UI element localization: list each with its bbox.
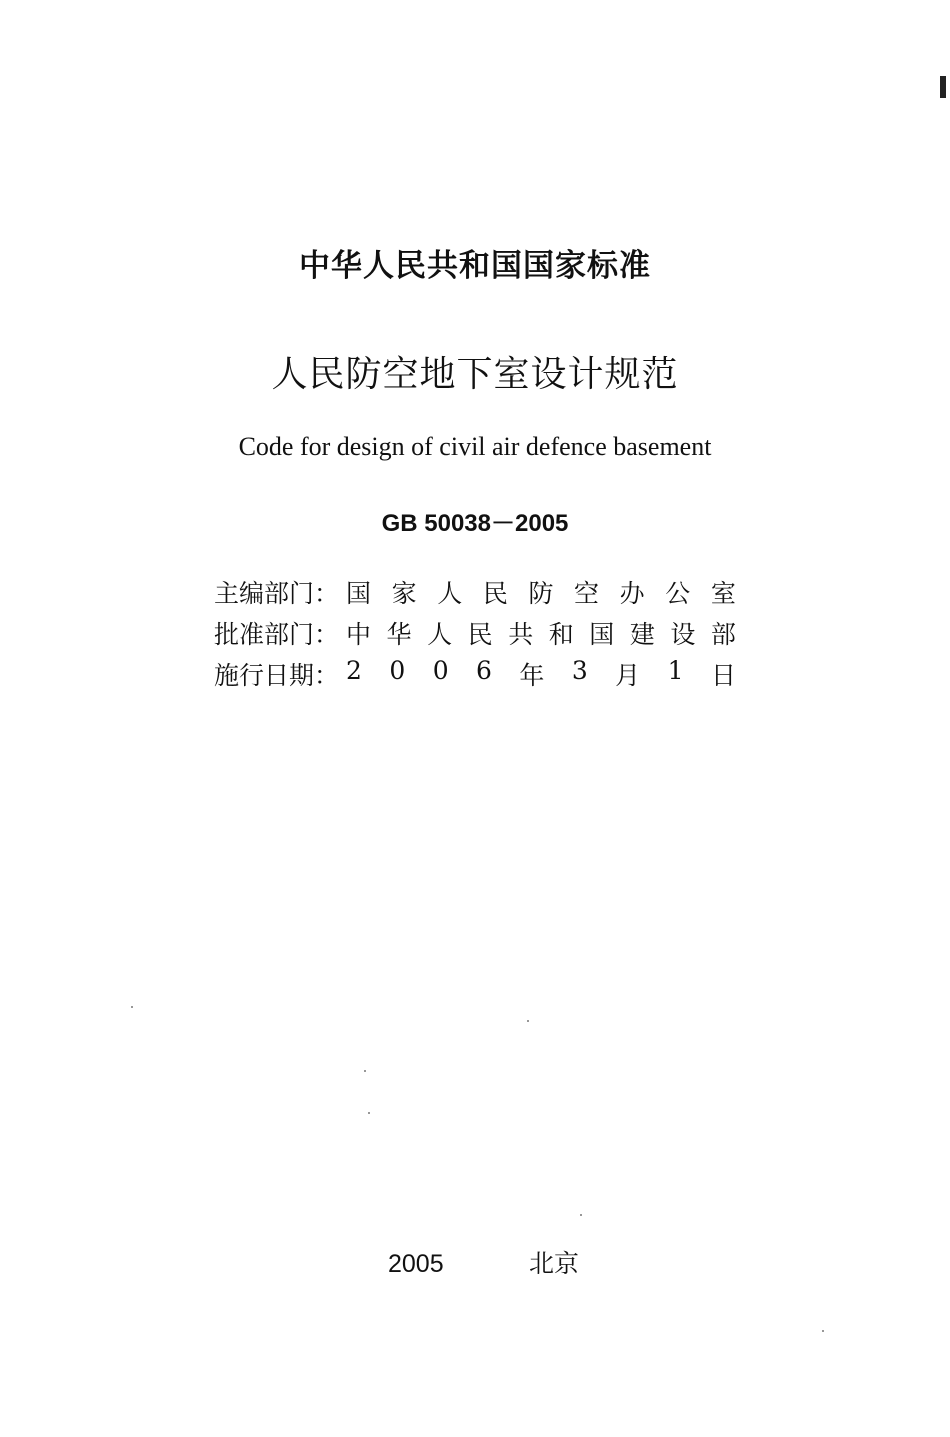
info-row-effective-date [214, 653, 744, 694]
info-value: 国 家 人 民 防 空 办 公 室 [346, 578, 736, 608]
scan-speck [580, 1214, 582, 1216]
info-row-approver [214, 612, 744, 653]
document-title-english: Code for design of civil air defence basement [238, 432, 712, 461]
scan-speck [364, 1070, 366, 1072]
info-label: 施行日期： [214, 660, 340, 690]
info-label: 批准部门： [214, 619, 340, 649]
scan-speck [131, 1006, 133, 1008]
scan-speck [527, 1020, 529, 1022]
scan-speck [368, 1112, 370, 1114]
imprint-year: 2005 [388, 1250, 444, 1278]
imprint-city: 北京 [528, 1249, 579, 1278]
scan-speck [822, 1330, 824, 1332]
document-title-chinese: 人民防空地下室设计规范 [271, 354, 679, 395]
info-value: 中 华 人 民 共 和 国 建 设 部 [346, 619, 736, 649]
info-row-chief-editor [214, 571, 744, 612]
publication-info [214, 571, 744, 694]
info-label: 主编部门： [214, 578, 340, 608]
info-value: 2 0 0 6 年 3 月 1 日 [346, 655, 736, 690]
imprint [388, 1244, 579, 1280]
standard-series-title: 中华人民共和国国家标准 [299, 248, 651, 284]
scan-edge-mark [940, 76, 946, 98]
standard-code-number: GB 50038－2005 [381, 510, 569, 537]
